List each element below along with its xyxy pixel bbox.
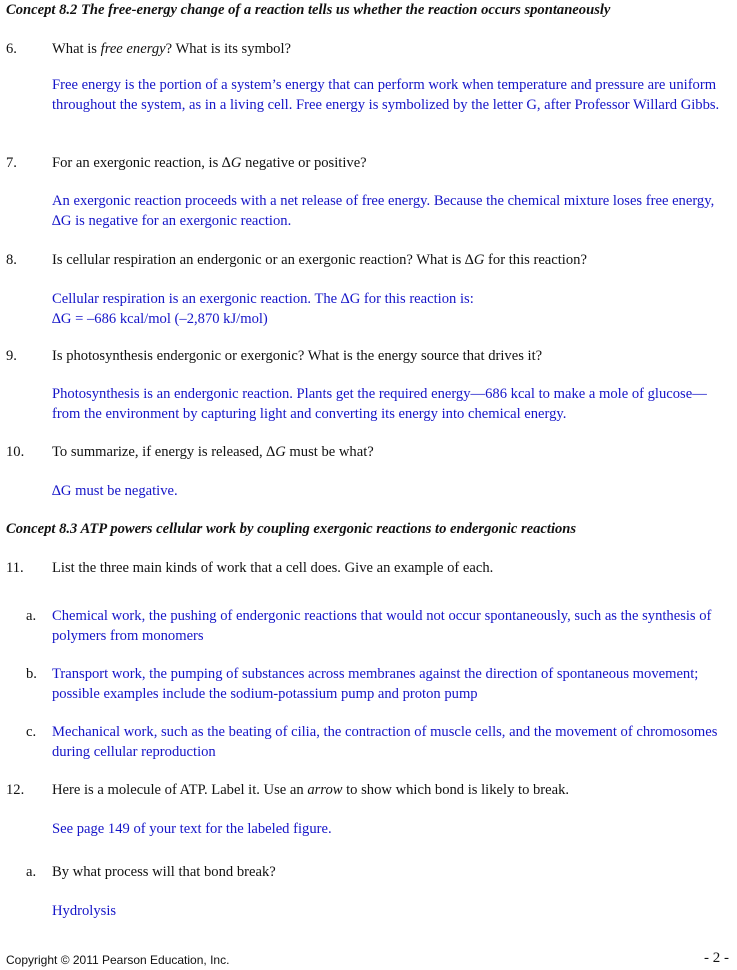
answer-8 <box>52 289 733 329</box>
question-10 <box>6 442 731 462</box>
question-text: Is cellular respiration an endergonic or an exergonic reaction? What is ∆G for this reaction? <box>52 252 587 268</box>
question-8 <box>6 250 731 270</box>
list-item-letter: c. <box>26 724 37 740</box>
question-number: 8. <box>6 252 17 268</box>
question-12a <box>6 862 733 882</box>
question-text: For an exergonic reaction, is ∆G negative or positive? <box>52 155 367 171</box>
question-number: 6. <box>6 41 17 57</box>
list-item-letter: a. <box>26 608 37 624</box>
copyright-footer: Copyright © 2011 Pearson Education, Inc. <box>6 953 230 967</box>
concept-8-2-heading: Concept 8.2 The free-energy change of a reaction tells us whether the reaction occurs spontaneously <box>6 2 611 18</box>
answer-7: An exergonic reaction proceeds with a net release of free energy. Because the chemical mixture loses free energy, ∆G is negative for an exergonic reaction. <box>52 193 715 229</box>
list-item-b <box>6 664 733 704</box>
answer-9: Photosynthesis is an endergonic reaction. Plants get the required energy—686 kcal to make a mole of glucose—from the environment by capturing light and converting its energy into chemical energy. <box>52 386 707 422</box>
question-number: 7. <box>6 155 17 171</box>
answer-10: ∆G must be negative. <box>52 483 178 499</box>
question-text: Is photosynthesis endergonic or exergonic? What is the energy source that drives it? <box>52 348 543 364</box>
answer-12: See page 149 of your text for the labeled figure. <box>52 821 332 837</box>
question-9 <box>6 346 731 366</box>
question-text: To summarize, if energy is released, ∆G must be what? <box>52 444 374 460</box>
answer-8-line-2: ∆G = –686 kcal/mol (–2,870 kJ/mol) <box>52 311 268 327</box>
question-number: 9. <box>6 348 17 364</box>
list-item-letter: b. <box>26 666 37 682</box>
question-7 <box>6 153 731 173</box>
page-number: - 2 - <box>704 950 729 966</box>
question-number: 12. <box>6 782 25 798</box>
answer-6: Free energy is the portion of a system’s energy that can perform work when temperature and pressure are uniform throughout the system, as in a living cell. Free energy is symbolized by the letter G, after Professor Willard Gibbs. <box>52 77 720 113</box>
question-number: 10. <box>6 444 25 460</box>
list-item-text: Chemical work, the pushing of endergonic reactions that would not occur spontaneously, such as the synthesis of polymers from monomers <box>52 608 712 644</box>
question-text: Here is a molecule of ATP. Label it. Use an arrow to show which bond is likely to break. <box>52 782 570 798</box>
list-item-c <box>6 722 733 762</box>
sub-question-text: By what process will that bond break? <box>52 864 276 880</box>
list-item-a <box>6 606 733 646</box>
question-12 <box>6 780 731 800</box>
answer-12a: Hydrolysis <box>52 903 117 919</box>
question-text: What is free energy? What is its symbol? <box>52 41 291 57</box>
list-item-text: Mechanical work, such as the beating of cilia, the contraction of muscle cells, and the movement of chromosomes during cellular reproduction <box>52 724 718 760</box>
question-number: 11. <box>6 560 24 576</box>
question-11 <box>6 558 731 578</box>
answer-8-line-1: Cellular respiration is an exergonic reaction. The ∆G for this reaction is: <box>52 291 474 307</box>
concept-8-3-heading: Concept 8.3 ATP powers cellular work by coupling exergonic reactions to endergonic reactions <box>6 521 577 537</box>
list-item-letter: a. <box>26 864 37 880</box>
question-text: List the three main kinds of work that a cell does. Give an example of each. <box>52 560 494 576</box>
list-item-text: Transport work, the pumping of substances across membranes against the direction of spontaneous movement; possible examples include the sodium-potassium pump and proton pump <box>52 666 699 702</box>
question-6 <box>6 39 731 59</box>
